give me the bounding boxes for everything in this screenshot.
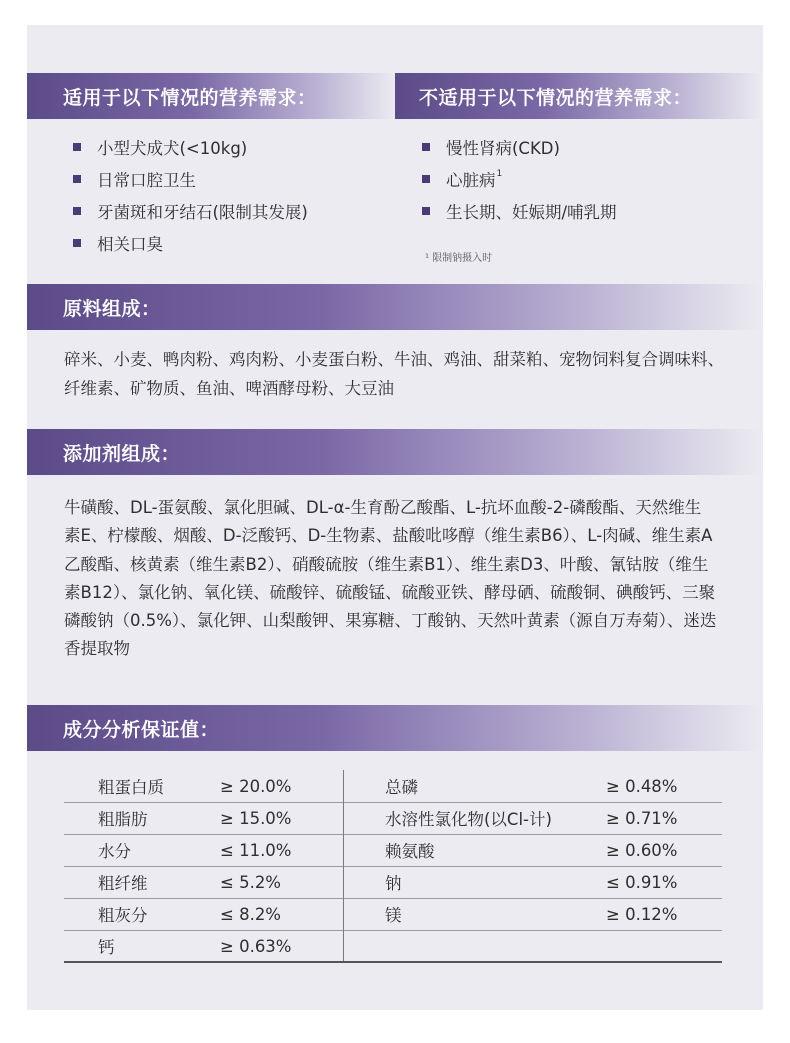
analysis-title: 成分分析保证值：: [63, 718, 220, 741]
table-row: 总磷 ≥ 0.48%: [385, 776, 678, 797]
table-row: 粗脂肪 ≥ 15.0%: [98, 808, 292, 829]
additives-header: [27, 429, 763, 475]
unsuitable-list: [422, 131, 617, 227]
additives-text: 牛磺酸、DL-蛋氨酸、氯化胆碱、DL-α-生育酚乙酸酯、L-抗坏血酸-2-磷酸酯、天然维生 素E、柠檬酸、烟酸、D-泛酸钙、D-生物素、盐酸吡哆醇（维生素B6）、L-肉碱、维生素A 乙酸酯、核黄素（维生素B2）、硝酸硫胺（维生素B1）、维生素D3、叶酸、氰钴胺（维生 素B12）、氯化钠、氧化镁、硫酸锌、硫酸锰、硫酸亚铁、酵母硒、硫酸铜、碘酸钙、三聚 磷酸钠（0.5%）、氯化钾、山梨酸钾、果寡糖、丁酸钠、天然叶黄素（源自万寿菊）、迷迭 香提取物: [64, 498, 717, 659]
ingredients-text: 碎米、小麦、鸭肉粉、鸡肉粉、小麦蛋白粉、牛油、鸡油、甜菜粕、宠物饲料复合调味料、 纤维素、矿物质、鱼油、啤酒酵母粉、大豆油: [64, 350, 724, 398]
analysis-table: [64, 770, 722, 962]
list-item: 心脏病 $^1$: [422, 163, 617, 195]
suitable-list: [73, 131, 308, 259]
bullet-square-icon: [422, 175, 430, 183]
bullet-square-icon: [422, 143, 430, 151]
additives-title: 添加剂组成：: [63, 442, 181, 465]
footnote: ¹ 限制钠摄入时: [425, 253, 493, 264]
suitable-header: [27, 73, 395, 119]
ingredients-title: 原料组成：: [63, 297, 161, 320]
suitable-title: 适用于以下情况的营养需求：: [63, 86, 317, 109]
list-item: 生长期、妊娠期/哺乳期: [422, 195, 617, 227]
list-item: 小型犬成犬(<10kg): [73, 131, 308, 163]
list-item: 日常口腔卫生: [73, 163, 308, 195]
analysis-header: [27, 705, 763, 751]
footnote-marker: 1: [496, 169, 503, 179]
table-row: 水溶性氯化物(以Cl-计) ≥ 0.71%: [385, 808, 678, 829]
table-row: 水分 ≤ 11.0%: [98, 840, 292, 861]
bullet-square-icon: [422, 207, 430, 215]
list-item: 相关口臭: [73, 227, 308, 259]
bullet-square-icon: [73, 207, 81, 215]
bullet-square-icon: [73, 143, 81, 151]
table-row: 镁 ≥ 0.12%: [385, 904, 678, 925]
bullet-square-icon: [73, 239, 81, 247]
row-divider: [344, 930, 722, 931]
bullet-square-icon: [73, 175, 81, 183]
table-row: 粗纤维 ≤ 5.2%: [98, 872, 281, 893]
table-row: 粗灰分 ≤ 8.2%: [98, 904, 281, 925]
unsuitable-header: [395, 73, 763, 119]
ingredients-header: [27, 284, 763, 330]
table-row: 钙 ≥ 0.63%: [98, 936, 292, 957]
list-item: 牙菌斑和牙结石(限制其发展): [73, 195, 308, 227]
unsuitable-title: 不适用于以下情况的营养需求：: [419, 86, 693, 109]
table-row: 钠 ≤ 0.91%: [385, 872, 678, 893]
table-row: 赖氨酸 ≥ 0.60%: [385, 840, 678, 861]
table-row: 粗蛋白质 ≥ 20.0%: [98, 776, 292, 797]
list-item: 慢性肾病(CKD): [422, 131, 617, 163]
